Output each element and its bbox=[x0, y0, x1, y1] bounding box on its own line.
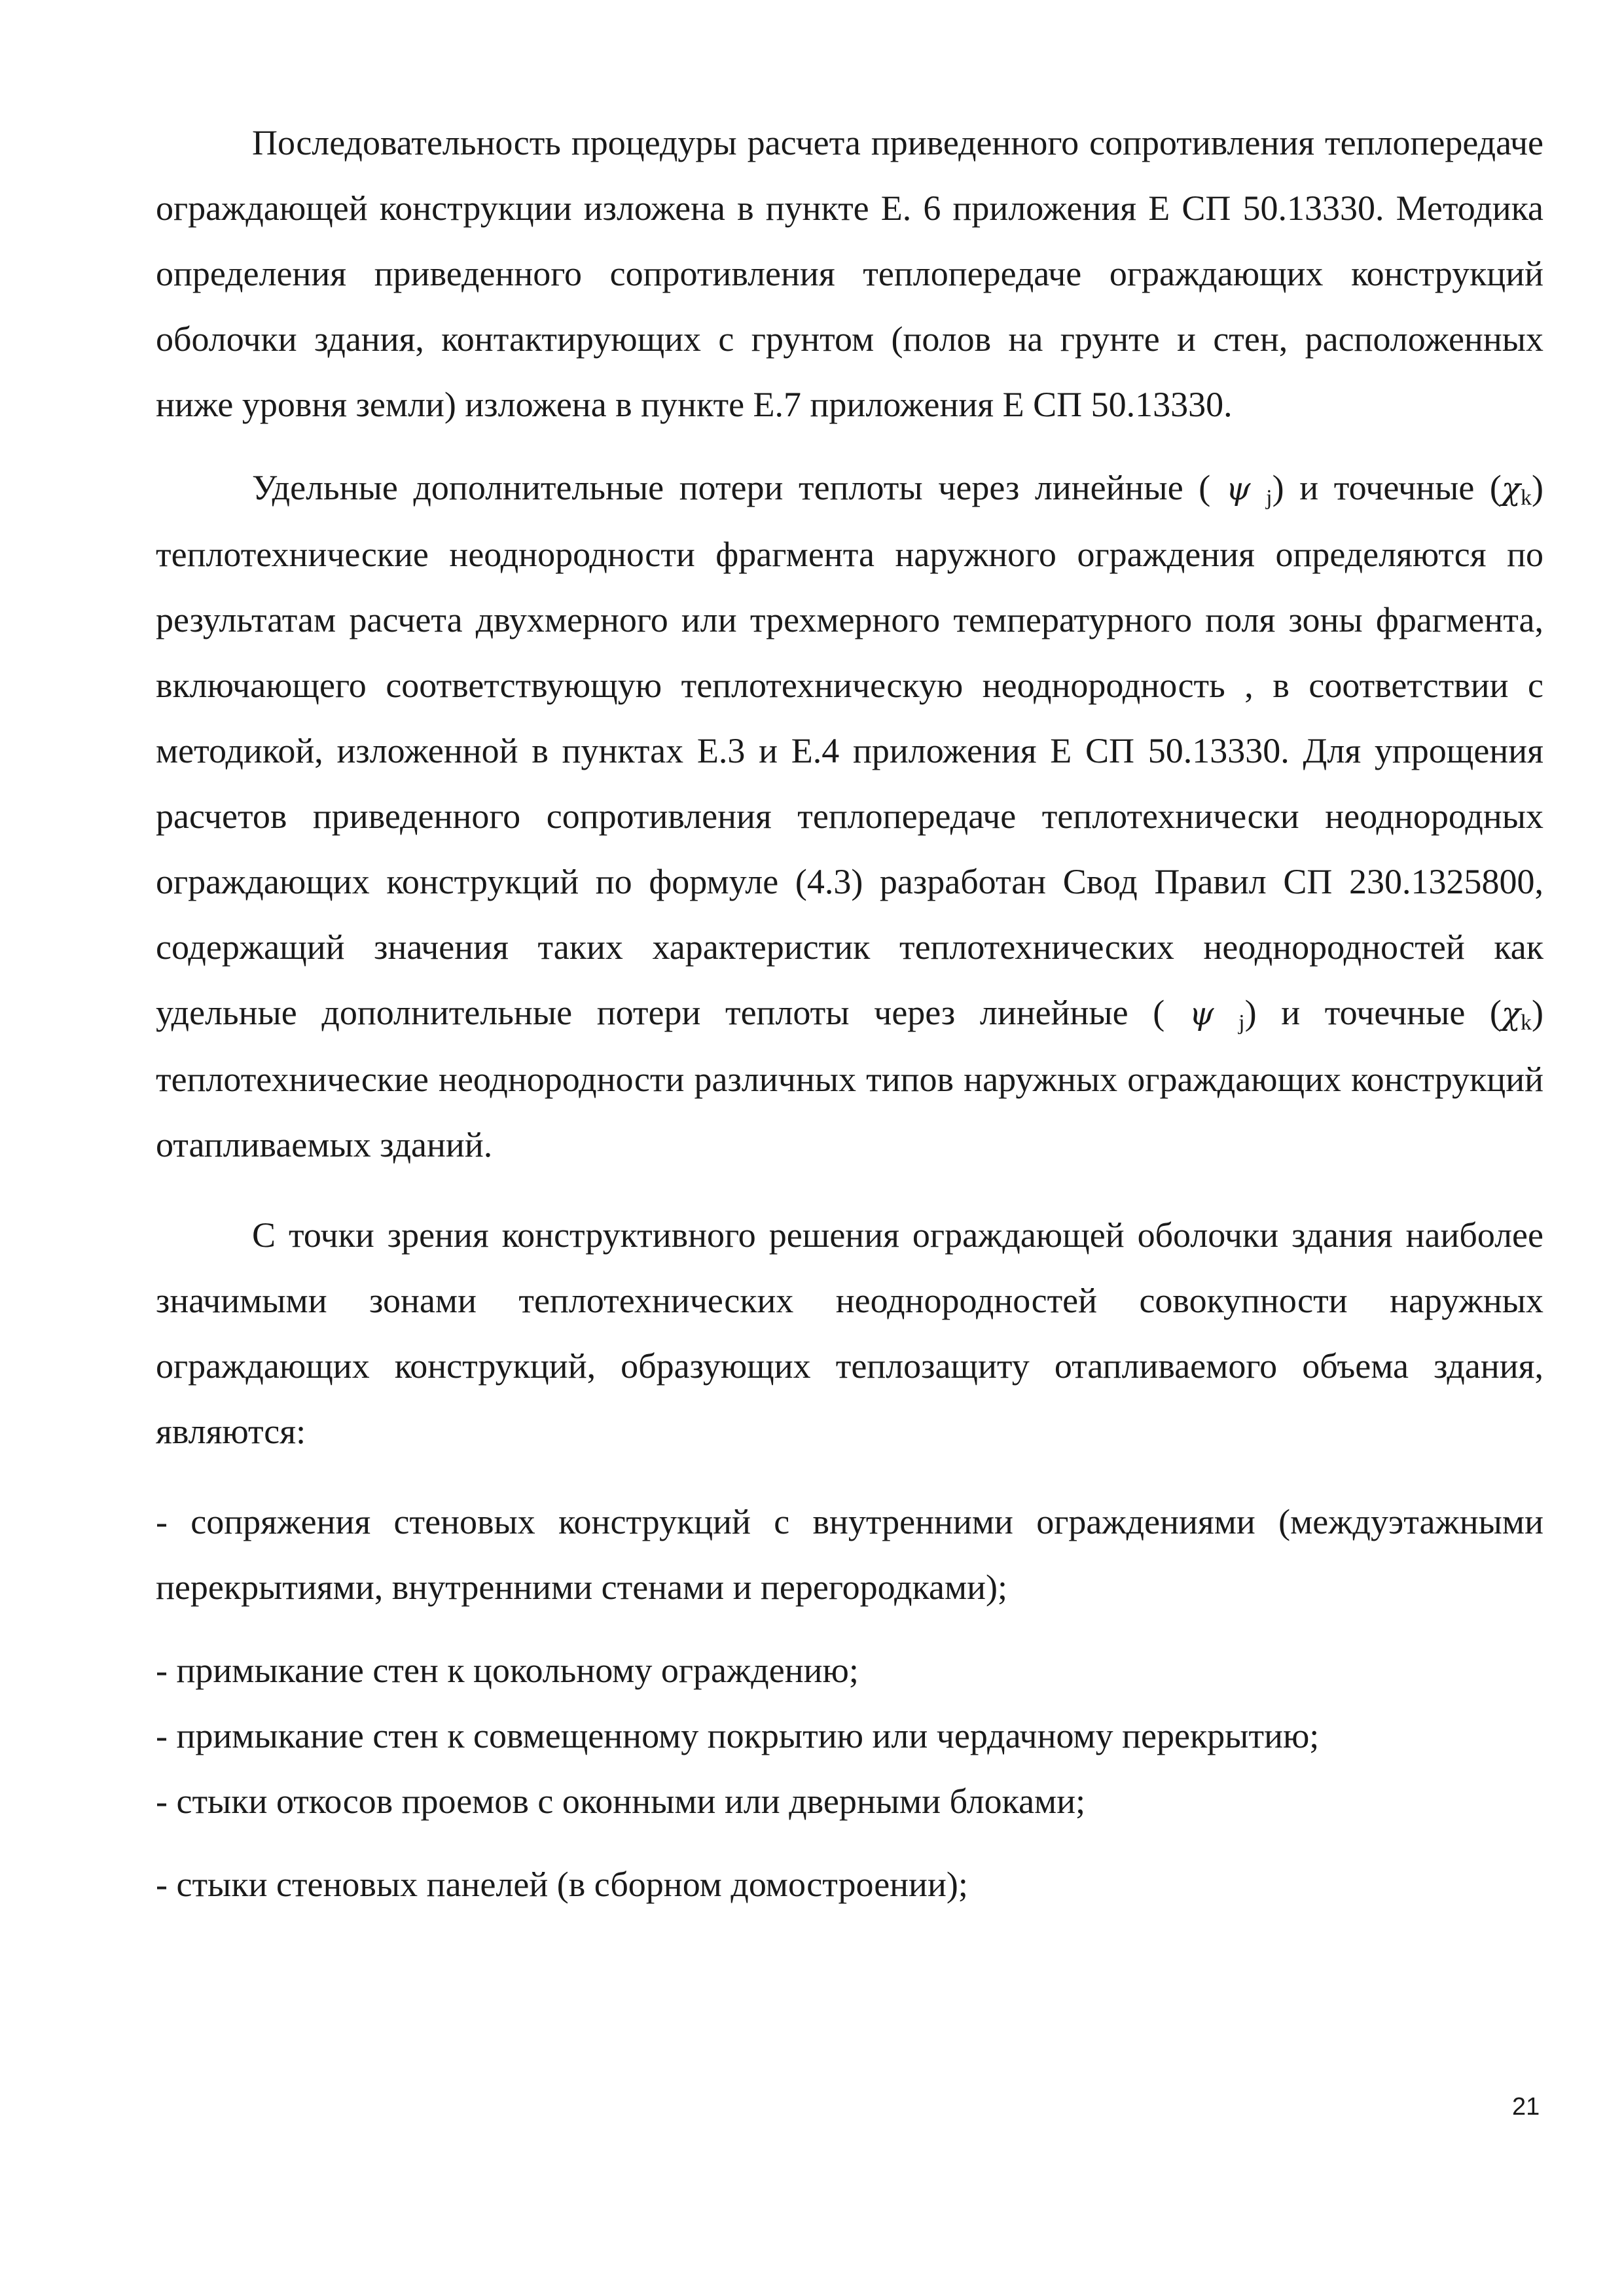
list-item: - примыкание стен к совмещенному покрытию или чердачному перекрытию; bbox=[156, 1716, 1320, 1755]
subscript-j: j bbox=[1238, 1011, 1245, 1035]
list-item: - стыки стеновых панелей (в сборном домостроении); bbox=[156, 1865, 968, 1904]
page-number: 21 bbox=[1512, 2093, 1540, 2121]
list-item: - стыки откосов проемов с оконными или дверными блоками; bbox=[156, 1782, 1086, 1821]
text-segment: Удельные дополнительные потери теплоты через линейные ( bbox=[252, 468, 1226, 507]
text-segment: ) теплотехнические неоднородности фрагмента наружного ограждения определяются по результатам расчета двухмерного или трехмерного температурного поля зоны фрагмента, включающего соответствующую теплотехническую неоднородность , в соответствии с методикой, изложенной в пунктах Е.3 и Е.4 приложения Е СП 50.13330. Для упрощения расчетов приведенного сопротивления теплопередаче теплотехнически неоднородных ограждающих конструкций по формуле (4.3) разработан Свод Правил СП 230.1325800, содержащий значения таких характеристик теплотехнических неоднородностей как удельные дополнительные потери теплоты через линейные ( bbox=[156, 468, 1543, 1032]
paragraph-specific-heat-losses bbox=[156, 455, 1543, 1177]
chi-symbol: χ bbox=[1501, 996, 1521, 1032]
list-item: - сопряжения стеновых конструкций с внутренними ограждениями (междуэтажными перекрытиями, внутренними стенами и перегородками); bbox=[156, 1502, 1543, 1607]
text-segment: ) теплотехнические неоднородности различных типов наружных ограждающих конструкций отапливаемых зданий. bbox=[156, 993, 1543, 1164]
subscript-j: j bbox=[1266, 486, 1272, 510]
subscript-k: k bbox=[1521, 1011, 1532, 1035]
page-body bbox=[156, 110, 1543, 1917]
psi-symbol: ψ bbox=[1189, 996, 1214, 1032]
text-segment: ) и точечные ( bbox=[1272, 468, 1502, 507]
subscript-k: k bbox=[1521, 486, 1532, 510]
paragraph-calculation-procedure: Последовательность процедуры расчета приведенного сопротивления теплопередаче ограждающей конструкции изложена в пункте Е. 6 приложения Е СП 50.13330. Методика определения приведенного сопротивления теплопередаче ограждающих конструкций оболочки здания, контактирующих с грунтом (полов на грунте и стен, расположенных ниже уровня земли) изложена в пункте Е.7 приложения Е СП 50.13330. bbox=[156, 123, 1543, 424]
text-segment: ) и точечные ( bbox=[1244, 993, 1502, 1032]
list-item: - примыкание стен к цокольному ограждению; bbox=[156, 1651, 859, 1690]
psi-symbol: ψ bbox=[1225, 471, 1251, 507]
chi-symbol: χ bbox=[1501, 471, 1521, 507]
paragraph-significant-zones: С точки зрения конструктивного решения ограждающей оболочки здания наиболее значимыми зонами теплотехнических неоднородностей совокупности наружных ограждающих конструкций, образующих теплозащиту отапливаемого объема здания, являются: bbox=[156, 1215, 1543, 1451]
